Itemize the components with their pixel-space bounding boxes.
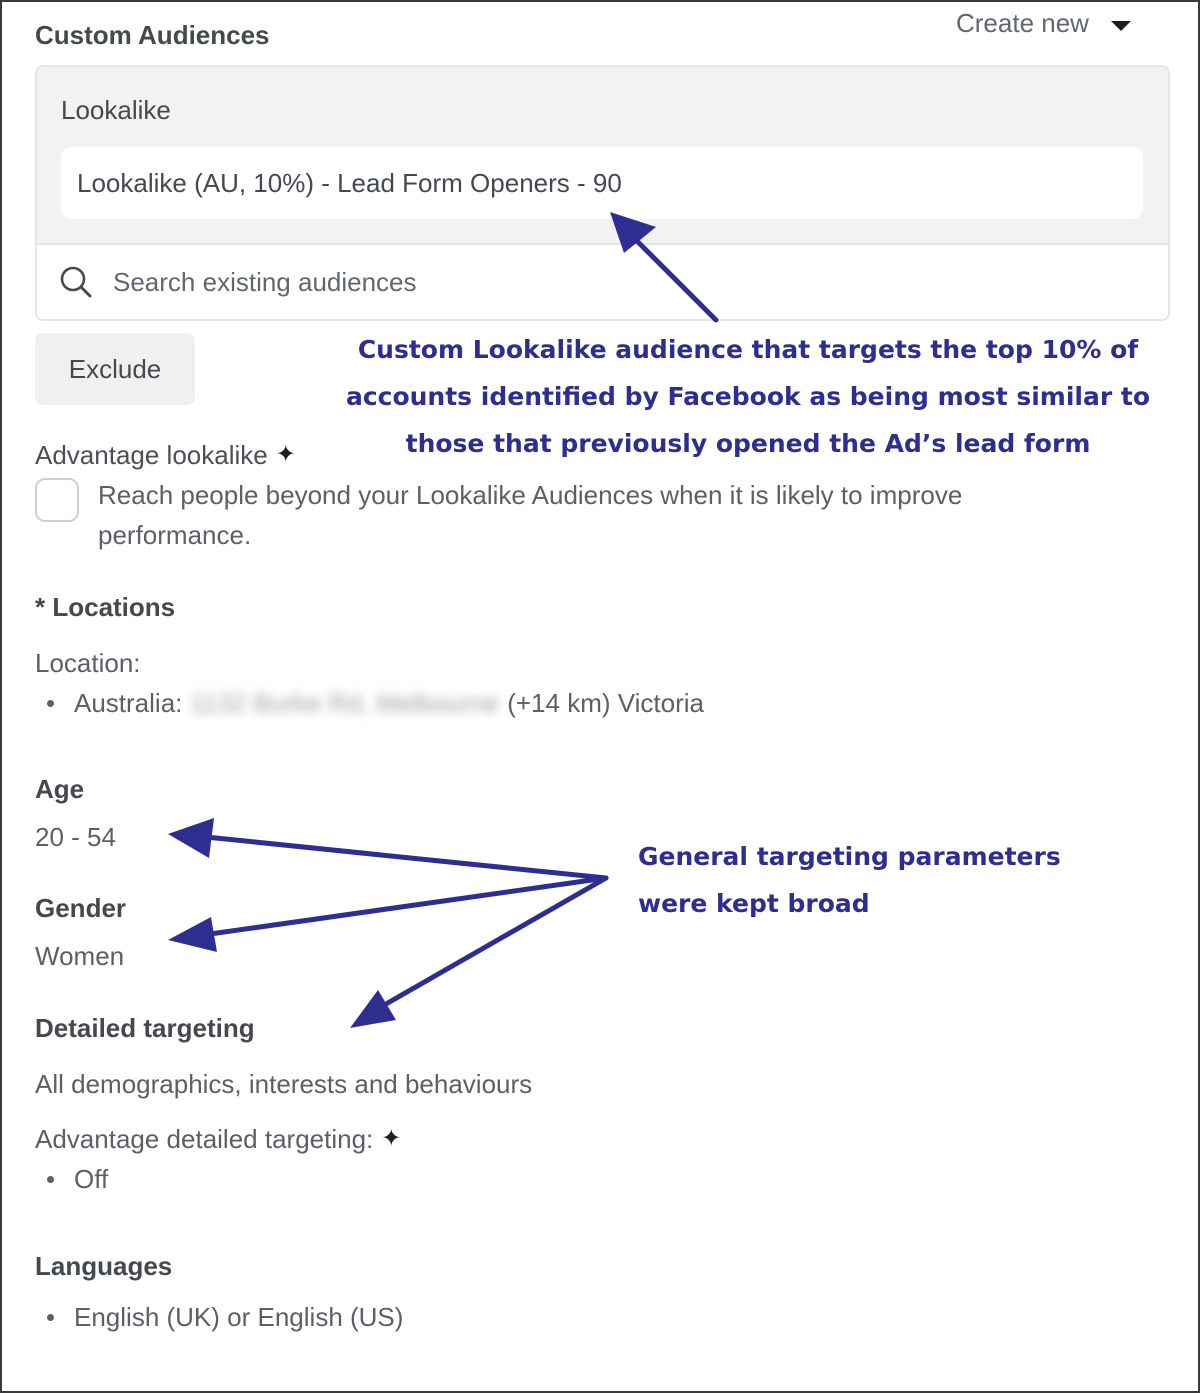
location-country: Australia: [74, 688, 183, 718]
detailed-targeting-title: Detailed targeting [35, 1013, 255, 1043]
advantage-lookalike-heading [35, 440, 296, 471]
advantage-lookalike-title: Advantage lookalike [35, 440, 268, 470]
location-radius-region: (+14 km) Victoria [507, 688, 704, 718]
age-value: 20 - 54 [35, 822, 116, 852]
targeting-annotation-line: were kept broad [638, 889, 870, 918]
caret-down-icon [1111, 21, 1131, 31]
audience-search-row [37, 245, 1168, 319]
targeting-annotation-line: General targeting parameters [638, 842, 1061, 871]
advantage-lookalike-description-line2: performance. [98, 520, 252, 550]
audience-search-input[interactable] [111, 266, 1015, 299]
advantage-detailed-targeting-item [35, 1164, 108, 1195]
targeting-annotation [638, 833, 1061, 927]
bullet-icon [47, 1176, 54, 1183]
create-new-dropdown[interactable] [956, 8, 1131, 39]
languages-item [35, 1302, 403, 1333]
lookalike-annotation-line: accounts identified by Facebook as being most similar to [345, 382, 1151, 411]
audience-category-label: Lookalike [61, 95, 171, 125]
bullet-icon [47, 1314, 54, 1321]
lookalike-annotation-line: Custom Lookalike audience that targets the top 10% of [357, 335, 1139, 364]
selected-audiences-area [37, 67, 1168, 245]
gender-value: Women [35, 941, 125, 971]
sparkle-icon: ✦ [275, 441, 296, 468]
location-address-redacted: 1132 Burke Rd, Melbourne [190, 688, 500, 718]
audience-selector [35, 65, 1170, 321]
custom-audiences-title: Custom Audiences [35, 20, 270, 50]
lookalike-annotation [342, 326, 1154, 467]
advantage-detailed-targeting-value: Off [74, 1164, 109, 1194]
age-title: Age [35, 774, 85, 804]
detailed-targeting-value: All demographics, interests and behaviours [35, 1069, 533, 1099]
advantage-lookalike-checkbox[interactable] [35, 478, 79, 522]
location-label: Location: [35, 648, 141, 678]
languages-value: English (UK) or English (US) [74, 1302, 404, 1332]
search-icon [59, 265, 93, 299]
selected-audience-text: Lookalike (AU, 10%) - Lead Form Openers - 90 [77, 167, 622, 198]
exclude-button[interactable]: Exclude [35, 333, 195, 405]
advantage-detailed-targeting-heading [35, 1124, 401, 1155]
advantage-detailed-targeting-label: Advantage detailed targeting: [35, 1124, 374, 1154]
bullet-icon [47, 700, 54, 707]
gender-title: Gender [35, 893, 127, 923]
create-new-label: Create new [956, 8, 1089, 38]
advantage-lookalike-description-line1: Reach people beyond your Lookalike Audiences when it is likely to improve [98, 480, 963, 510]
sparkle-icon: ✦ [381, 1125, 402, 1152]
languages-title: Languages [35, 1251, 173, 1281]
selected-audience-chip[interactable] [61, 147, 1143, 219]
lookalike-annotation-line: those that previously opened the Ad’s lead form [405, 429, 1091, 458]
locations-title: * Locations [35, 592, 176, 622]
location-item [35, 688, 704, 719]
